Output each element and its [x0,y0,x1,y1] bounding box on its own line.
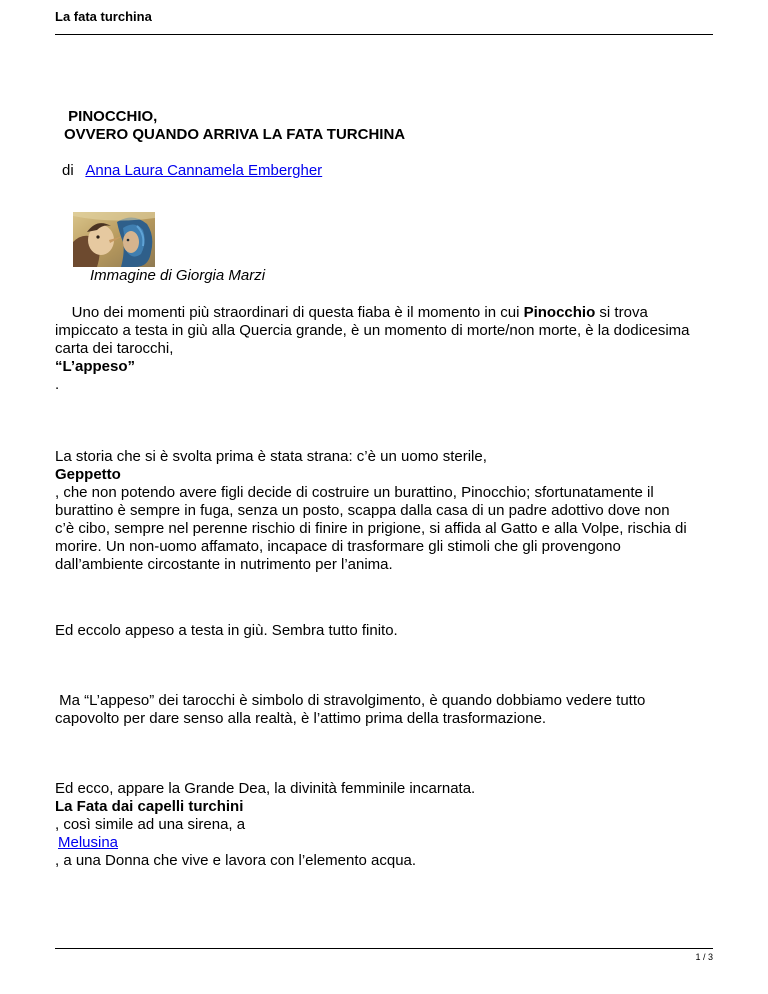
paragraph-3 [55,622,725,640]
paragraph-line: morire. Un non-uomo affamato, incapace di trasformare gli stimoli che gli provengono [55,538,621,555]
paragraph-line: Ma “L’appeso” dei tarocchi è simbolo di stravolgimento, è quando dobbiamo vedere tutto [55,692,646,709]
paragraph-line: . [55,376,60,393]
paragraph-line: Ed ecco, appare la Grande Dea, la divinità femminile incarnata. [55,780,476,797]
bold-term-lappeso: “L’appeso” [55,358,136,375]
image-caption: Immagine di Giorgia Marzi [90,267,266,284]
paragraph-line: impiccato a testa in giù alla Quercia grande, è un momento di morte/non morte, è la dodicesima [55,322,690,339]
bold-term-geppetto: Geppetto [55,466,121,483]
paragraph-1 [55,304,725,394]
article-illustration [73,212,155,267]
footer-divider [55,948,713,949]
byline [62,162,322,180]
paragraph-line [55,834,725,852]
paragraph-line: dall’ambiente circostante in nutrimento per l’anima. [55,556,393,573]
paragraph-line: , a una Donna che vive e lavora con l’elemento acqua. [55,852,417,869]
paragraph-line: , che non potendo avere figli decide di costruire un burattino, Pinocchio; sfortunatamente il [55,484,654,501]
paragraph-line: Ed eccolo appeso a testa in giù. Sembra tutto finito. [55,622,398,639]
bold-term-fata-turchina: La Fata dai capelli turchini [55,798,244,815]
paragraph-line: , così simile ad una sirena, a [55,816,246,833]
paragraph-line: La storia che si è svolta prima è stata strana: c’è un uomo sterile, [55,448,487,465]
paragraph-line: capovolto per dare senso alla realtà, è l’attimo prima della trasformazione. [55,710,547,727]
paragraph-line: carta dei tarocchi, [55,340,174,357]
paragraph-5 [55,780,725,870]
paragraph-4 [55,692,725,728]
text-run: Uno dei momenti più straordinari di questa fiaba è il momento in cui [55,304,524,321]
running-header-title: La fata turchina [55,9,152,24]
page-number: 1 / 3 [695,952,713,962]
author-link[interactable]: Anna Laura Cannamela Embergher [85,162,323,179]
paragraph-line: c’è cibo, sempre nel perenne rischio di finire in prigione, si affida al Gatto e alla Volpe, rischia di [55,520,687,537]
title-line-1: PINOCCHIO, [64,108,158,125]
paragraph-2 [55,448,725,574]
title-line-2: OVVERO QUANDO ARRIVA LA FATA TURCHINA [64,126,406,143]
article-title [64,108,405,144]
header-divider [55,34,713,35]
paragraph-line: burattino è sempre in fuga, senza un posto, scappa dalla casa di un padre adottivo dove non [55,502,670,519]
bold-term-pinocchio: Pinocchio [523,304,596,321]
paragraph-line [55,304,725,322]
melusina-link[interactable]: Melusina [58,834,119,851]
byline-prefix: di [62,162,86,179]
text-run: si trova [595,304,648,321]
